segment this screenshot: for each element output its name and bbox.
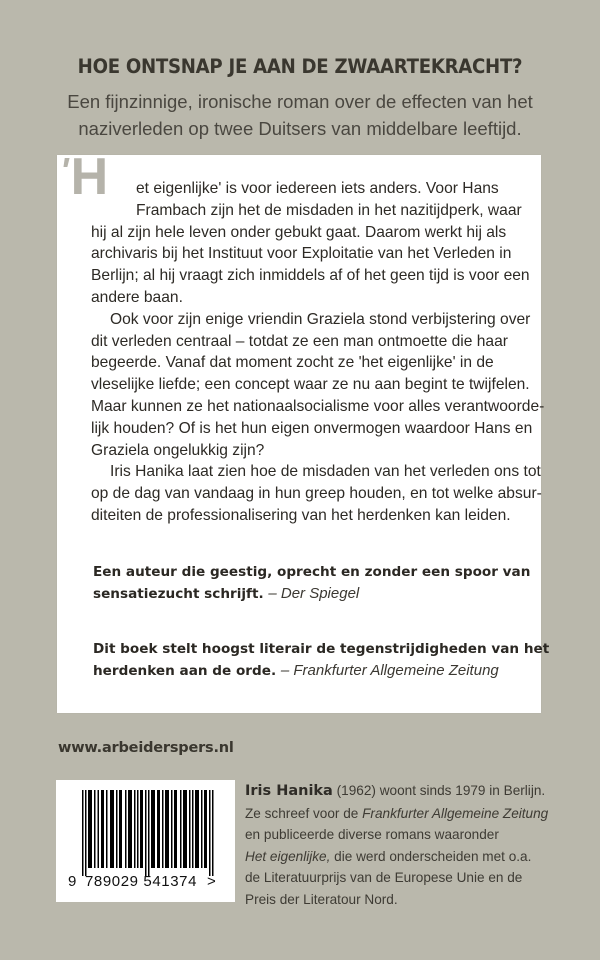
body-line: dit verleden centraal – totdat ze een man ontmoette die haar xyxy=(91,332,508,350)
quote-source: – Der Spiegel xyxy=(268,585,360,602)
subtitle-line: naziverleden op twee Duitsers van middelbare leeftijd. xyxy=(78,118,522,139)
review-quote-faz xyxy=(93,638,550,682)
body-line: Maar kunnen ze het nationaalsocialisme voor alles verantwoorde- xyxy=(91,397,545,415)
blurb-card xyxy=(57,148,550,713)
body-line: hij al zijn hele leven onder gebukt gaat. Daarom werkt hij als xyxy=(91,223,507,241)
isbn-first-digit: 9 xyxy=(68,873,77,890)
quote-line: herdenken aan de orde. xyxy=(93,663,277,679)
isbn-barcode xyxy=(56,780,235,902)
body-line: archivaris bij het Instituut voor Exploitatie van het Verleden in xyxy=(91,245,512,263)
body-line: lijk houden? Of is het hun eigen onvermogen waardoor Hans en xyxy=(91,419,533,437)
isbn-digits-right: 541374 xyxy=(143,873,198,890)
bio-newspaper-title: Frankfurter Allgemeine Zeitung xyxy=(362,805,549,821)
body-line: andere baan. xyxy=(91,288,183,306)
barcode-bars-icon xyxy=(82,790,214,876)
bio-text: de Literatuurprijs van de Europese Unie en de xyxy=(245,870,523,886)
quote-source: – Frankfurter Allgemeine Zeitung xyxy=(280,662,499,679)
review-quote-der-spiegel xyxy=(93,561,533,605)
body-line: op de dag van vandaag in hun greep houden, en tot welke absur- xyxy=(91,485,542,503)
bio-book-title: Het eigenlijke, xyxy=(245,848,331,864)
body-line: diteiten de professionalisering van het herdenken kan leiden. xyxy=(91,506,511,524)
subtitle xyxy=(0,88,600,142)
drop-cap-letter: H xyxy=(70,148,109,206)
body-line: Iris Hanika laat zien hoe de misdaden van het verleden ons tot xyxy=(110,463,541,481)
isbn-number xyxy=(68,873,216,890)
author-name: Iris Hanika xyxy=(245,783,333,799)
bio-text: en publiceerde diverse romans waaronder xyxy=(245,827,499,843)
headline: HOE ONTSNAP JE AAN DE ZWAARTEKRACHT? xyxy=(77,55,523,78)
body-line: begeerde. Vanaf dat moment zocht ze 'het eigenlijke' in de xyxy=(91,354,494,372)
subtitle-line: Een fijnzinnige, ironische roman over de effecten van het xyxy=(67,91,533,112)
author-bio xyxy=(245,780,575,911)
publisher-website[interactable]: www.arbeiderspers.nl xyxy=(58,740,234,756)
body-line: Ook voor zijn enige vriendin Graziela stond verbijstering over xyxy=(110,310,531,328)
isbn-digits-left: 789029 xyxy=(84,873,139,890)
bio-text: Preis der Literatour Nord. xyxy=(245,891,398,907)
isbn-arrow: > xyxy=(207,873,217,890)
drop-cap-apostrophe: ' xyxy=(60,150,69,191)
body-line: Frambach zijn het de misdaden in het nazitijdperk, waar xyxy=(136,201,522,219)
quote-line: sensatiezucht schrijft. xyxy=(93,586,264,602)
quote-line: Dit boek stelt hoogst literair de tegenstrijdigheden van het xyxy=(93,641,550,657)
body-line: vleselijke liefde; een concept waar ze nu aan begint te twijfelen. xyxy=(91,376,530,394)
bio-text: die werd onderscheiden met o.a. xyxy=(330,848,532,864)
body-line: Graziela ongelukkig zijn? xyxy=(91,441,265,459)
quote-line: Een auteur die geestig, oprecht en zonder een spoor van xyxy=(93,564,531,580)
bio-text: (1962) woont sinds 1979 in Berlijn. xyxy=(332,783,546,798)
blurb-body xyxy=(91,178,545,527)
body-line: et eigenlijke' is voor iedereen iets anders. Voor Hans xyxy=(136,180,499,197)
body-line: Berlijn; al hij vraagt zich inmiddels af of het geen tijd is voor een xyxy=(91,267,530,285)
bio-text: Ze schreef voor de xyxy=(245,805,363,821)
